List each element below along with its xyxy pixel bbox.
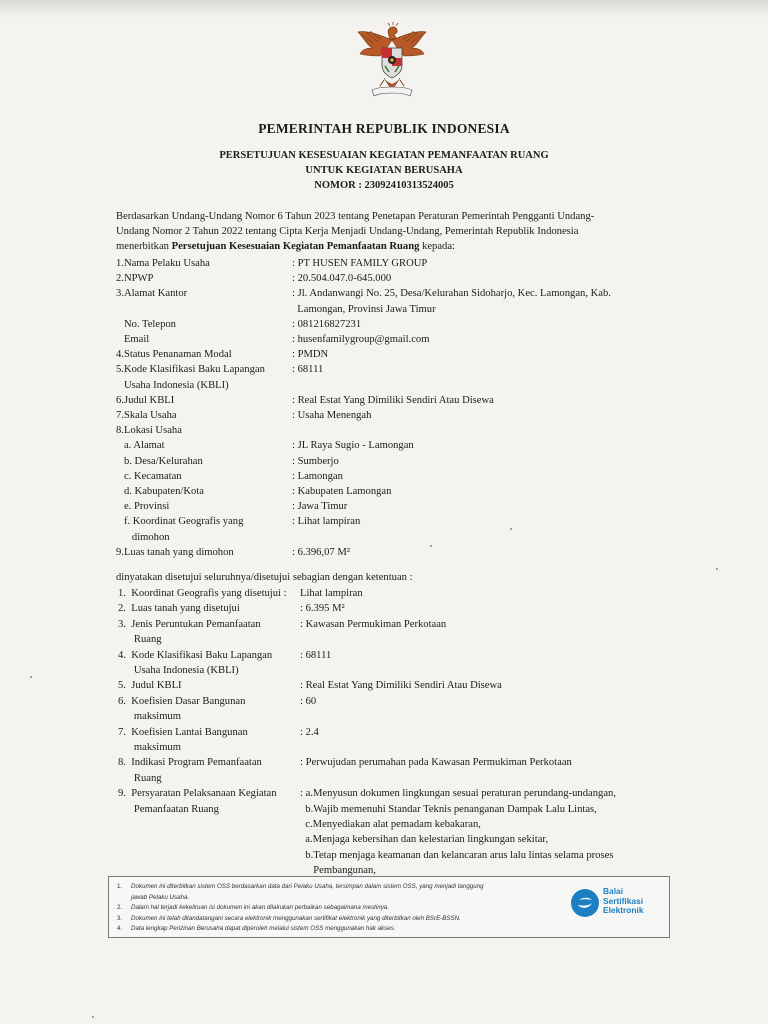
field-value: : 60 bbox=[300, 695, 317, 707]
document-title-line-2: UNTUK KEGIATAN BERUSAHA bbox=[305, 165, 463, 176]
field-label: 4. Kode Klasifikasi Baku Lapangan bbox=[118, 649, 273, 661]
field-label: d. Kabupaten/Kota bbox=[116, 486, 204, 497]
field-label: Email bbox=[116, 334, 150, 345]
field-value: : Jawa Timur bbox=[292, 501, 348, 513]
field-value: : JL Raya Sugio - Lamongan bbox=[292, 440, 414, 452]
field-value: : Kabupaten Lamongan bbox=[292, 486, 392, 497]
field-value: Lihat lampiran bbox=[300, 588, 363, 599]
footer-note: jawab Pelaku Usaha. bbox=[131, 893, 190, 901]
approval-statement: dinyatakan disetujui seluruhnya/disetujui sebagian dengan ketentuan : bbox=[116, 572, 413, 583]
scan-shadow bbox=[0, 0, 768, 18]
field-value: : 68111 bbox=[292, 364, 324, 376]
field-label: 5.Kode Klasifikasi Baku Lapangan bbox=[116, 364, 265, 376]
field-value: : a.Menyusun dokumen lingkungan sesuai peraturan perundang-undangan, bbox=[300, 788, 616, 800]
field-value: a.Menjaga kebersihan dan kelestarian lingkungan sekitar, bbox=[300, 834, 549, 846]
intro-line-2: Undang Nomor 2 Tahun 2022 tentang Cipta Kerja Menjadi Undang-Undang, Pemerintah Republik Indonesia bbox=[116, 226, 579, 237]
footer-note: 3. Dokumen ini telah ditandatangani secara elektronik menggunakan sertifikat elektronik yang diterbitkan oleh BSrE-BSSN. bbox=[117, 914, 461, 922]
bsre-logo bbox=[567, 883, 667, 931]
footer-notes-box bbox=[108, 876, 670, 938]
field-label: 1. Koordinat Geografis yang disetujui : bbox=[118, 588, 287, 599]
field-value: : 20.504.047.0-645.000 bbox=[292, 273, 392, 285]
bsre-logo-text: Balai Sertifikasi Elektronik bbox=[603, 886, 644, 916]
field-value: : Real Estat Yang Dimiliki Sendiri Atau Disewa bbox=[292, 394, 494, 406]
field-label: maksimum bbox=[118, 711, 181, 723]
field-label: 6.Judul KBLI bbox=[116, 394, 175, 406]
field-value: : Kawasan Permukiman Perkotaan bbox=[300, 618, 447, 630]
footer-note: 1. Dokumen ini diterbitkan sistem OSS berdasarkan data dari Pelaku Usaha, tersimpan dalam sistem OSS, yang menjadi tanggung bbox=[117, 883, 484, 890]
field-value: : Lihat lampiran bbox=[292, 516, 361, 528]
scan-speck bbox=[510, 528, 512, 530]
field-label: 1.Nama Pelaku Usaha bbox=[116, 258, 210, 269]
field-label: c. Kecamatan bbox=[116, 470, 182, 482]
field-label: 9. Persyaratan Pelaksanaan Kegiatan bbox=[118, 788, 277, 800]
field-value: : 2.4 bbox=[300, 726, 319, 738]
garuda-emblem-icon bbox=[354, 22, 430, 102]
field-label: a. Alamat bbox=[116, 440, 165, 452]
field-label: b. Desa/Kelurahan bbox=[116, 455, 203, 467]
field-value: Pembangunan, bbox=[300, 865, 376, 877]
intro-line-1: Berdasarkan Undang-Undang Nomor 6 Tahun 2023 tentang Penetapan Peraturan Pemerintah Pengganti Undang- bbox=[116, 211, 595, 222]
field-value: : Usaha Menengah bbox=[292, 410, 372, 421]
field-label: Usaha Indonesia (KBLI) bbox=[118, 665, 239, 676]
bsre-logo-icon bbox=[569, 887, 601, 919]
field-label: 8. Indikasi Program Pemanfaatan bbox=[118, 757, 262, 769]
field-value: : Perwujudan perumahan pada Kawasan Permukiman Perkotaan bbox=[300, 757, 572, 769]
field-value: c.Menyediakan alat pemadam kebakaran, bbox=[300, 819, 481, 830]
field-label: 5. Judul KBLI bbox=[118, 680, 182, 692]
field-label: Pemanfaatan Ruang bbox=[118, 803, 219, 815]
field-value: : husenfamilygroup@gmail.com bbox=[292, 334, 430, 345]
field-value: : PMDN bbox=[292, 349, 329, 361]
scan-speck bbox=[430, 545, 432, 547]
intro-bold-title: Persetujuan Kesesuaian Kegiatan Pemanfaatan Ruang bbox=[171, 241, 420, 252]
scan-speck bbox=[30, 676, 32, 678]
field-label: 4.Status Penanaman Modal bbox=[116, 349, 232, 361]
field-label: dimohon bbox=[116, 531, 170, 543]
field-label: maksimum bbox=[118, 742, 181, 753]
field-label: Usaha Indonesia (KBLI) bbox=[116, 379, 229, 391]
field-label: f. Koordinat Geografis yang bbox=[116, 516, 244, 528]
field-label: 3.Alamat Kantor bbox=[116, 288, 188, 300]
field-value: : Lamongan bbox=[292, 470, 343, 482]
document-number: NOMOR : 23092410313524005 bbox=[314, 180, 454, 191]
government-title: PEMERINTAH REPUBLIK INDONESIA bbox=[258, 121, 510, 136]
document-title-line-1: PERSETUJUAN KESESUAIAN KEGIATAN PEMANFAATAN RUANG bbox=[219, 150, 549, 161]
field-value: : Real Estat Yang Dimiliki Sendiri Atau Disewa bbox=[300, 680, 502, 692]
field-value: : Sumberjo bbox=[292, 455, 339, 467]
field-label: 8.Lokasi Usaha bbox=[116, 425, 182, 437]
field-value: b.Tetap menjaga keamanan dan kelancaran arus lalu lintas selama proses bbox=[300, 849, 614, 861]
field-value: b.Wajib memenuhi Standar Teknis penanganan Dampak Lalu Lintas, bbox=[300, 803, 597, 815]
footer-note: 2. Dalam hal terjadi kekeliruan isi dokumen ini akan dilakukan perbaikan sebagaimana mestinya. bbox=[117, 904, 389, 911]
scan-speck bbox=[92, 1016, 94, 1018]
field-value: : 6.395 M² bbox=[300, 603, 345, 615]
field-value: : PT HUSEN FAMILY GROUP bbox=[292, 258, 428, 269]
field-label: No. Telepon bbox=[116, 318, 176, 330]
field-label: 2. Luas tanah yang disetujui bbox=[118, 603, 240, 615]
footer-note: 4. Data lengkap Perizinan Berusaha dapat diperoleh melalui sistem OSS menggunakan hak akses. bbox=[117, 925, 396, 932]
field-label: 9.Luas tanah yang dimohon bbox=[116, 546, 234, 558]
intro-line-3: menerbitkan Persetujuan Kesesuaian Kegiatan Pemanfaatan Ruang kepada: bbox=[116, 241, 455, 252]
field-label: e. Provinsi bbox=[116, 501, 170, 513]
field-label: Ruang bbox=[118, 634, 162, 646]
field-value: : Jl. Andanwangi No. 25, Desa/Kelurahan Sidoharjo, Kec. Lamongan, Kab. bbox=[292, 288, 611, 300]
field-label: 7. Koefisien Lantai Bangunan bbox=[118, 726, 248, 738]
field-label: 7.Skala Usaha bbox=[116, 410, 177, 421]
field-label: 3. Jenis Peruntukan Pemanfaatan bbox=[118, 618, 261, 630]
field-label: 2.NPWP bbox=[116, 273, 154, 285]
field-value: Lamongan, Provinsi Jawa Timur bbox=[292, 303, 436, 315]
field-value: : 081216827231 bbox=[292, 318, 362, 330]
scan-speck bbox=[716, 568, 718, 570]
field-value: : 6.396,07 M² bbox=[292, 546, 350, 558]
field-value: : 68111 bbox=[300, 649, 332, 661]
field-label: Ruang bbox=[118, 772, 162, 784]
field-label: 6. Koefisien Dasar Bangunan bbox=[118, 695, 246, 707]
